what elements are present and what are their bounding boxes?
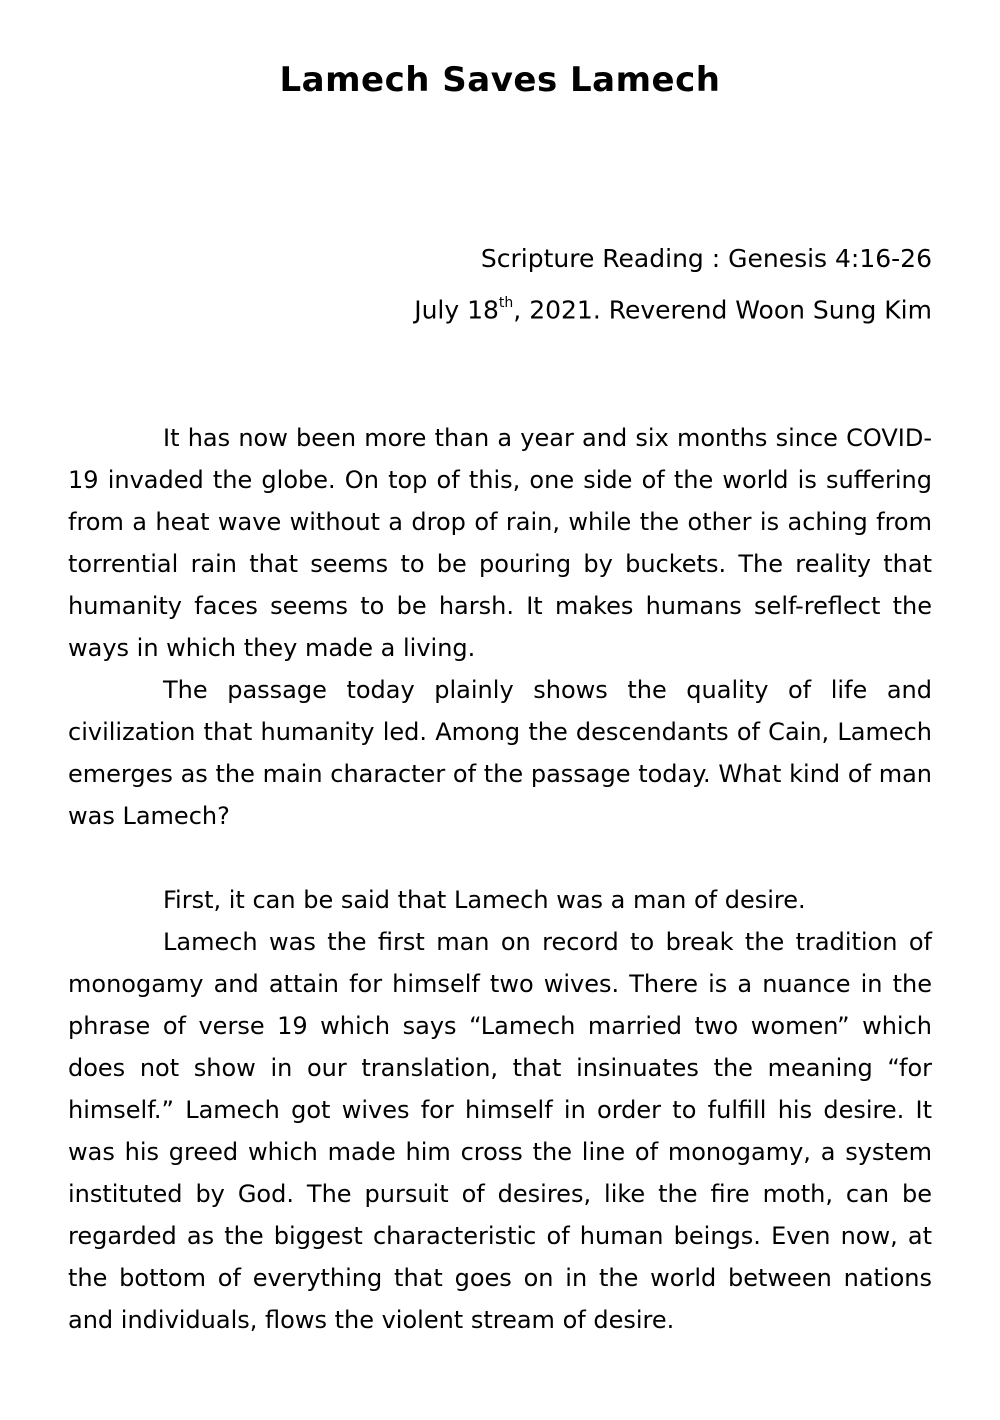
paragraph-1: It has now been more than a year and six months since COVID-19 invaded the globe. On top of this, one side of the world is suffering from a heat wave without a drop of rain, while the other is aching from torrential rain that seems to be pouring by buckets. The reality that humanity faces seems to be harsh. It makes humans self-reflect the ways in which they made a living. [68,424,932,662]
date-prefix: July 18 [414,295,499,325]
sermon-date-author [414,282,932,333]
date-ordinal-suffix: th [498,295,514,311]
paragraph-3: First, it can be said that Lamech was a man of desire. [163,886,806,914]
document-title: Lamech Saves Lamech [279,60,721,100]
paragraph-2: The passage today plainly shows the quality of life and civilization that humanity led. Among the descendants of Cain, Lamech emerges as the main character of the passage today. What kind of man was Lamech? [68,676,932,830]
paragraph-4: Lamech was the first man on record to break the tradition of monogamy and attain for himself two wives. There is a nuance in the phrase of verse 19 which says “Lamech married two women” which does not show in our translation, that insinuates the meaning “for himself.” Lamech got wives for himself in order to fulfill his desire. It was his greed which made him cross the line of monogamy, a system instituted by God. The pursuit of desires, like the fire moth, can be regarded as the biggest characteristic of human beings. Even now, at the bottom of everything that goes on in the world between nations and individuals, flows the violent stream of desire. [68,928,932,1334]
scripture-reading: Scripture Reading : Genesis 4:16-26 [480,244,932,273]
date-author-suffix: , 2021. Reverend Woon Sung Kim [513,295,932,325]
sermon-body [68,417,932,1341]
sermon-meta [414,236,932,333]
